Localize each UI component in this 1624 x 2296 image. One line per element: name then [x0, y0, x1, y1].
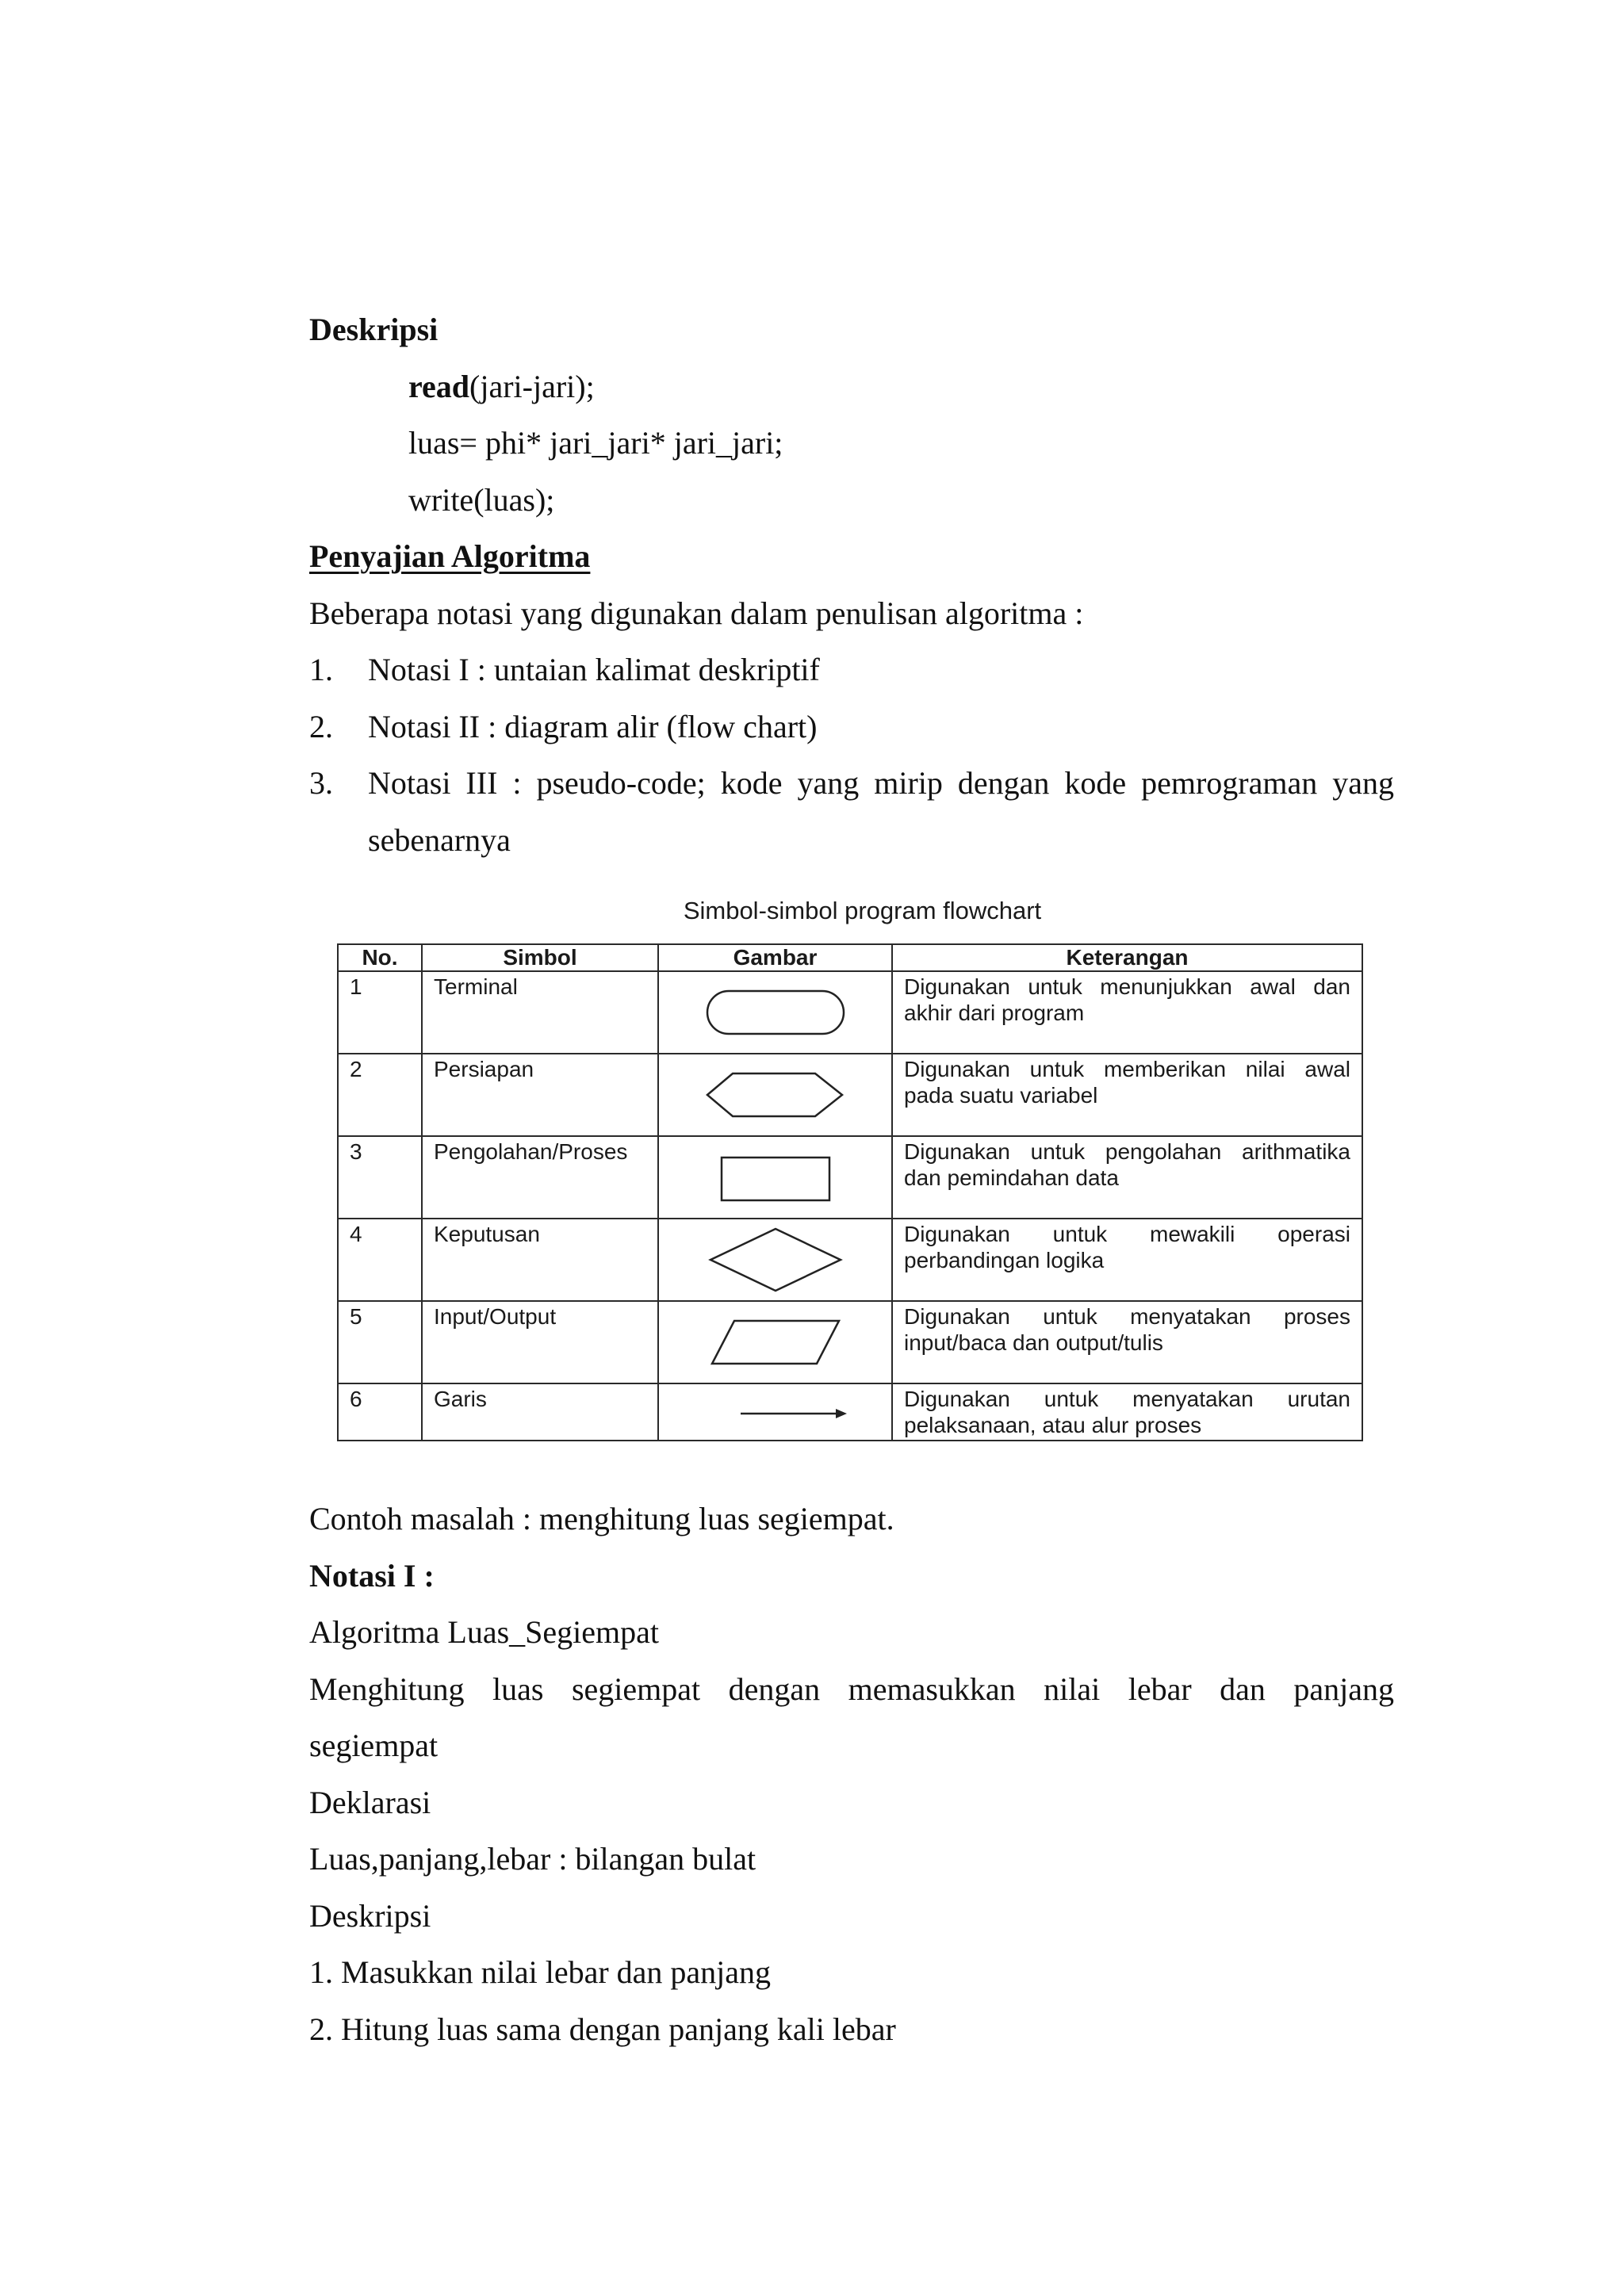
list-text: Notasi III : pseudo-code; kode yang mirip dengan kode pemrograman yang — [368, 765, 1394, 801]
step-item: 2. Hitung luas sama dengan panjang kali lebar — [309, 2011, 896, 2047]
figure-title: Simbol-simbol program flowchart — [683, 897, 1042, 924]
algorithm-description-continuation: segiempat — [309, 1728, 439, 1763]
cell-no: 5 — [338, 1301, 422, 1383]
cell-gambar — [658, 971, 892, 1054]
code-line-read — [309, 358, 1394, 415]
algorithm-description: Menghitung luas segiempat dengan memasukkan nilai lebar dan panjang — [309, 1670, 1394, 1707]
declaration-text: Luas,panjang,lebar : bilangan bulat — [309, 1841, 756, 1877]
cell-no: 2 — [338, 1054, 422, 1136]
cell-simbol: Input/Output — [422, 1301, 658, 1383]
example-intro: Contoh masalah : menghitung luas segiempat. — [309, 1501, 894, 1536]
cell-simbol: Keputusan — [422, 1219, 658, 1301]
cell-keterangan: Digunakan untuk pengolahan arithmatika dan pemindahan data — [892, 1136, 1362, 1219]
algorithm-name: Algoritma Luas_Segiempat — [309, 1614, 660, 1650]
cell-gambar — [658, 1136, 892, 1219]
cell-no: 1 — [338, 971, 422, 1054]
cell-keterangan: Digunakan untuk menunjukkan awal dan akhir dari program — [892, 971, 1362, 1054]
document-body — [309, 301, 1394, 868]
deklarasi-heading: Deklarasi — [309, 1784, 431, 1820]
table-row — [338, 1054, 1362, 1136]
deskripsi-heading: Deskripsi — [309, 312, 439, 347]
cell-no: 4 — [338, 1219, 422, 1301]
table-row — [338, 1136, 1362, 1219]
step-item: 1. Masukkan nilai lebar dan panjang — [309, 1954, 772, 1990]
hexagon-shape-icon — [696, 1067, 855, 1123]
list-text-continuation: sebenarnya — [368, 821, 511, 858]
cell-gambar — [658, 1383, 892, 1441]
cell-simbol: Pengolahan/Proses — [422, 1136, 658, 1219]
table-row — [338, 1219, 1362, 1301]
deskripsi-heading-2: Deskripsi — [309, 1897, 431, 1934]
table-header-row — [338, 944, 1362, 971]
flowchart-symbols-table — [337, 943, 1363, 1441]
list-text: Notasi I : untaian kalimat deskriptif — [368, 652, 820, 687]
table-row — [338, 971, 1362, 1054]
notation-heading: Notasi I : — [309, 1557, 435, 1594]
code-text: (jari-jari); — [469, 368, 595, 404]
cell-simbol: Garis — [422, 1383, 658, 1441]
terminal-shape-icon — [696, 985, 855, 1040]
table-row — [338, 1383, 1362, 1441]
section-lead: Beberapa notasi yang digunakan dalam penulisan algoritma : — [309, 595, 1084, 631]
section-title: Penyajian Algoritma — [309, 538, 591, 574]
example-section — [309, 1490, 1394, 2057]
cell-no: 3 — [338, 1136, 422, 1219]
cell-gambar — [658, 1054, 892, 1136]
code-line-write: write(luas); — [408, 481, 555, 518]
list-item — [309, 641, 1394, 698]
diamond-shape-icon — [696, 1224, 855, 1295]
parallelogram-shape-icon — [696, 1314, 855, 1370]
cell-simbol: Persiapan — [422, 1054, 658, 1136]
arrow-shape-icon — [696, 1396, 855, 1428]
list-text: Notasi II : diagram alir (flow chart) — [368, 708, 818, 744]
cell-keterangan: Digunakan untuk menyatakan urutan pelaksanaan, atau alur proses — [892, 1383, 1362, 1441]
table-row — [338, 1301, 1362, 1383]
header-keterangan: Keterangan — [892, 944, 1362, 971]
rectangle-shape-icon — [696, 1150, 855, 1205]
cell-no: 6 — [338, 1383, 422, 1441]
code-keyword: read — [408, 368, 470, 404]
header-gambar: Gambar — [658, 944, 892, 971]
cell-keterangan: Digunakan untuk mewakili operasi perbandingan logika — [892, 1219, 1362, 1301]
code-line-luas: luas= phi* jari_jari* jari_jari; — [408, 425, 783, 461]
cell-gambar — [658, 1219, 892, 1301]
cell-keterangan: Digunakan untuk menyatakan proses input/baca dan output/tulis — [892, 1301, 1362, 1383]
list-item — [309, 698, 1394, 756]
header-simbol: Simbol — [422, 944, 658, 971]
cell-gambar — [658, 1301, 892, 1383]
list-number: 3. — [309, 765, 333, 801]
flowchart-symbols-figure — [337, 888, 1364, 1441]
cell-simbol: Terminal — [422, 971, 658, 1054]
header-no: No. — [338, 944, 422, 971]
list-number: 2. — [309, 708, 333, 744]
cell-keterangan: Digunakan untuk memberikan nilai awal pada suatu variabel — [892, 1054, 1362, 1136]
list-item — [309, 755, 1394, 812]
list-number: 1. — [309, 652, 333, 687]
